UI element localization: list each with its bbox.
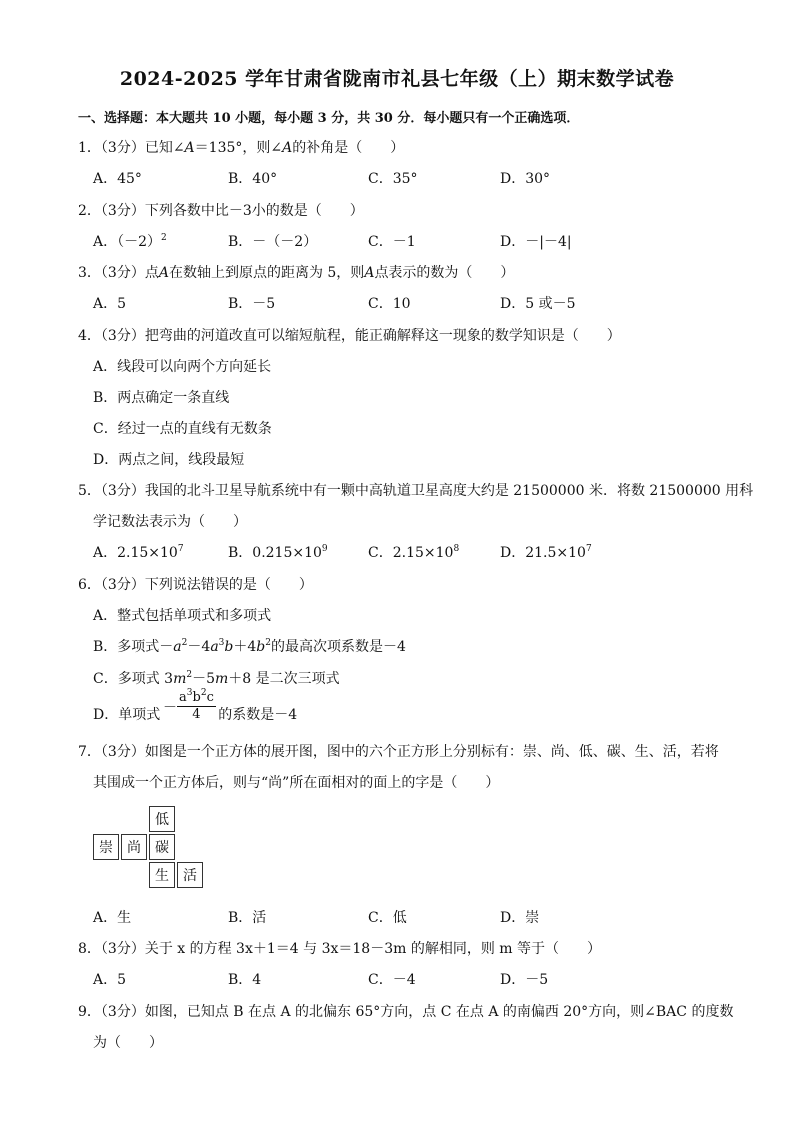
question-9-stem-continued: 为（ ） — [93, 1035, 163, 1051]
question-7-stem-continued: 其围成一个正方体后，则与“尚”所在面相对的面上的字是（ ） — [93, 775, 500, 791]
monomial-fraction: － $\frac{a^3b^2c}{4}$ — [163, 688, 214, 722]
question-6-option-b: B．多项式$-a^2-4a^3b+4b^2$的最高次项系数是－4 — [93, 638, 406, 655]
section-heading: 一、选择题：本大题共 10 小题，每小题 3 分，共 30 分．每小题只有一个正确选项． — [78, 111, 580, 126]
cube-net-figure — [93, 806, 205, 889]
question-8-option-a: A．5 — [93, 972, 127, 988]
question-3-stem: 3．（3分）点A在数轴上到原点的距离为 5，则A点表示的数为（ ） — [78, 265, 515, 281]
question-8-stem: 8．（3分）关于 x 的方程 3x＋1＝4 与 3x＝18－3m 的解相同，则 m 等于（ ） — [78, 941, 602, 957]
question-6-option-d: D．单项式 的系数是－4 — [93, 707, 298, 723]
question-5-option-a: A．$2.15\times 10^7$ — [93, 544, 184, 561]
question-8-option-d: D．－5 — [500, 972, 549, 988]
question-5-stem: 5．（3分）我国的北斗卫星导航系统中有一颗中高轨道卫星高度大约是 21500000 米．将数 21500000 用科 — [78, 483, 754, 499]
question-2-option-c: C．－1 — [368, 234, 416, 250]
question-6-stem: 6．（3分）下列说法错误的是（ ） — [78, 577, 313, 593]
question-6-option-c: C．多项式 $3m^2-5m+8$ 是二次三项式 — [93, 670, 340, 687]
cube-face-sheng: 生 — [149, 862, 175, 888]
cube-face-di: 低 — [149, 806, 175, 832]
question-4-option-c: C．经过一点的直线有无数条 — [93, 421, 272, 437]
question-5-option-d: D．$21.5\times 10^7$ — [500, 544, 592, 561]
question-2-option-a: A．$(-2)^2$ — [93, 233, 167, 250]
question-1-stem: 1．（3分）已知∠A＝135°，则∠A的补角是（ ） — [78, 140, 405, 156]
question-2-option-d: D．－|－4| — [500, 234, 572, 250]
question-3-option-a: A．5 — [93, 296, 127, 312]
cube-face-shang: 尚 — [121, 834, 147, 860]
question-1-option-d: D．30° — [500, 171, 551, 187]
question-4-option-a: A．线段可以向两个方向延长 — [93, 359, 272, 375]
question-4-option-d: D．两点之间，线段最短 — [93, 452, 245, 468]
question-7-option-b: B．活 — [228, 910, 267, 926]
question-8-option-b: B．4 — [228, 972, 262, 988]
question-3-option-c: C．10 — [368, 296, 411, 312]
question-7-stem: 7．（3分）如图是一个正方体的展开图，图中的六个正方形上分别标有：崇、尚、低、碳、生、活，若将 — [78, 744, 719, 760]
question-3-option-d: D．5 或－5 — [500, 296, 576, 312]
question-5-stem-continued: 学记数法表示为（ ） — [93, 514, 247, 530]
question-2-option-b: B．－（－2） — [228, 234, 318, 250]
question-4-option-b: B．两点确定一条直线 — [93, 390, 230, 406]
page-title: 2024-2025 学年甘肃省陇南市礼县七年级（上）期末数学试卷 — [119, 68, 675, 90]
question-1-option-b: B．40° — [228, 171, 278, 187]
cube-face-tan: 碳 — [149, 834, 175, 860]
question-7-option-a: A．生 — [93, 910, 132, 926]
question-5-option-b: B．$0.215\times 10^9$ — [228, 544, 328, 561]
question-7-option-c: C．低 — [368, 910, 407, 926]
question-4-stem: 4．（3分）把弯曲的河道改直可以缩短航程，能正确解释这一现象的数学知识是（ ） — [78, 328, 621, 344]
question-3-option-b: B．－5 — [228, 296, 276, 312]
question-9-stem: 9．（3分）如图，已知点 B 在点 A 的北偏东 65°方向，点 C 在点 A 的南偏西 20°方向，则∠BAC 的度数 — [78, 1004, 734, 1020]
question-5-option-c: C．$2.15\times 10^8$ — [368, 544, 460, 561]
cube-face-huo: 活 — [177, 862, 203, 888]
question-7-option-d: D．崇 — [500, 910, 540, 926]
question-2-stem: 2．（3分）下列各数中比－3小的数是（ ） — [78, 203, 364, 219]
cube-face-chong: 崇 — [93, 834, 119, 860]
question-1-option-c: C．35° — [368, 171, 418, 187]
question-6-option-a: A．整式包括单项式和多项式 — [93, 608, 272, 624]
question-1-option-a: A．45° — [93, 171, 142, 187]
question-8-option-c: C．－4 — [368, 972, 416, 988]
